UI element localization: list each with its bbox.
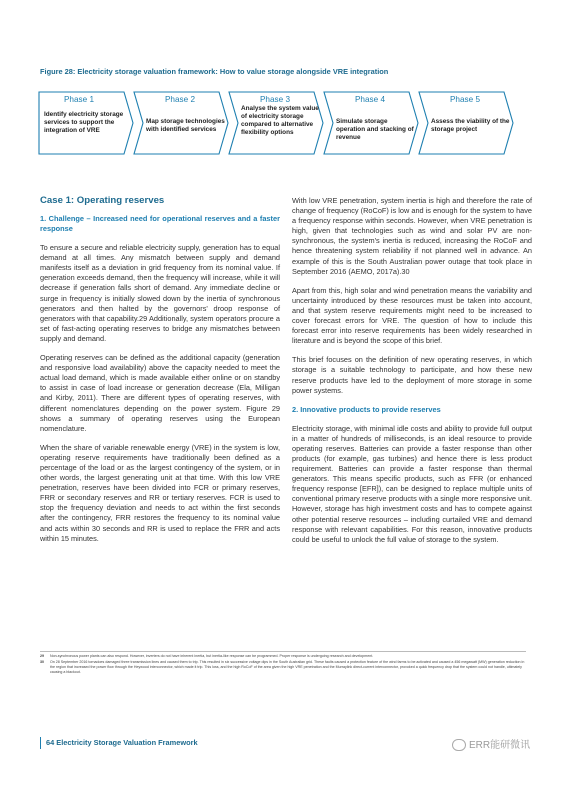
footnote-number: 30 <box>40 660 44 664</box>
paragraph: With low VRE penetration, system inertia is high and therefore the rate of change of frequency (RoCoF) is low and is enough for the system to have a frequency response within seconds. However, when VRE penetration is high, given that technologies such as wind and solar PV are non-synchronous, the system's inertia is reduced, increasing the RoCoF and hence threatening system reliability if not planned well in advance. An example of this is the South Australian power outage that took place in September 2016 (AEMO, 2017a).30 <box>292 196 532 276</box>
phase-title: Phase 3 <box>259 95 291 104</box>
footnote <box>40 660 526 675</box>
case-title: Case 1: Operating reserves <box>40 195 165 206</box>
paragraph: To ensure a secure and reliable electricity supply, generation has to equal demand at all times. Any mismatch between supply and demand manifests itself as a deviation in grid frequency from its nominal value. If generation exceeds demand, then the frequency will increase, while it will decrease if generation falls short of demand. Any immediate decline or surge in frequency is initially slowed down by the inertia of synchronous generators and then halted by the governors' droop response of generators with that capability.29 Additionally, system operators procure a set of fast-acting operating reserves to bridge any mismatches between supply and demand. <box>40 243 280 343</box>
footnotes <box>40 654 526 676</box>
footer-accent-bar <box>40 737 41 749</box>
innovation-heading: 2. Innovative products to provide reserves <box>292 404 441 414</box>
paragraph: Operating reserves can be defined as the additional capacity (generation and responsive load availability) above the capacity needed to meet the actual load demand, which is made available either online or on standby to assist in case of load increase or generation decrease (Ela, Milligan and Kirby, 2011). There are different types of operating reserves, with different nomenclatures depending on the power system. Figure 29 shows a summary of operating reserves using the European nomenclature. <box>40 353 280 433</box>
right-column <box>292 196 532 554</box>
phase-5 <box>418 91 514 155</box>
phase-description: Assess the viability of the storage project <box>431 118 510 133</box>
footnote-divider <box>40 651 526 652</box>
paragraph: This brief focuses on the definition of new operating reserves, in which storage is a suitable technology to participate, and how these new reserve products have led to the deployment of more storage in some power systems. <box>292 355 532 395</box>
phase-3 <box>228 91 324 155</box>
page-footer: 64 Electricity Storage Valuation Framework <box>46 738 198 747</box>
footnote-text: On 28 September 2016 tornadoes damaged three transmission lines and caused them to trip. This resulted in six successive voltage dips in the South Australian grid. These faults caused a protection feature of the wind farms to be activated and caused a 456 megawatt (MW) generation reduction in the region that increased the power flow through the Heywood interconnector, which made it trip. This loss, and the high RoCoF of the area given the high VRE penetration and the Murraylink direct-current interconnector, provoked a quick frequency drop that the system could not handle, ultimately causing a blackout. <box>50 660 525 674</box>
paragraph: Apart from this, high solar and wind penetration means the variability and uncertainty introduced by these resources must be taken into account, and that system reserve requirements might need to be increased to cover forecast errors for VRE. The question of how to include this forecast error into reserve requirements has been widely researched in literature and is beyond the scope of this brief. <box>292 285 532 346</box>
phase-title: Phase 4 <box>354 95 386 104</box>
phase-2 <box>133 91 229 155</box>
phase-description: Analyse the system value of electricity storage compared to alternative flexibility options <box>241 105 319 136</box>
phase-description: Simulate storage operation and stacking of revenue <box>336 118 414 141</box>
watermark-text: ERR能研微讯 <box>469 740 531 751</box>
footnote <box>40 654 526 659</box>
phase-title: Phase 5 <box>449 95 481 104</box>
phase-flow <box>38 91 530 155</box>
figure-caption: Electricity storage valuation framework: How to value storage alongside VRE integration <box>77 67 389 76</box>
wechat-icon <box>452 739 466 751</box>
phase-title: Phase 1 <box>63 95 95 104</box>
phase-description: Identify electricity storage services to support the integration of VRE <box>44 111 124 134</box>
phase-1 <box>38 91 134 155</box>
figure-label: Figure 28: <box>40 67 76 76</box>
paragraph: Electricity storage, with minimal idle costs and ability to provide full output in a matter of hundreds of milliseconds, is an ideal resource to provide operating reserves. Batteries can provide a faster response than other products (for example, gas turbines) and hence there is less product requirement. Batteries can provide a faster response than thermal generators. This means specific products, such as FFR (or enhanced frequency response [EFR]), can be designed to replace multiple units of conventional primary reserve products with a single more responsive unit. However, storage has high investment costs and has to compete against other potential reserve resources – including curtailed VRE and demand response with relevant capabilities. For this reason, innovative products could be useful to unlock the full value of storage to the system. <box>292 423 532 544</box>
watermark <box>452 736 530 751</box>
phase-4 <box>323 91 419 155</box>
footnote-number: 29 <box>40 654 44 658</box>
left-column <box>40 196 280 553</box>
challenge-heading: 1. Challenge – Increased need for operational reserves and a faster response <box>40 214 280 234</box>
phase-title: Phase 2 <box>164 95 196 104</box>
paragraph: When the share of variable renewable energy (VRE) in the system is low, operating reserve requirements have traditionally been defined as a percentage of the load or as the largest contingency of the system, or in other words, the largest generating unit at that time. With this low VRE penetration, reserves have been divided into FCR or primary reserves, FRR or secondary reserves and RR or tertiary reserves. FCR is used to stop the frequency deviation and needs to act within the first seconds after the contingency, FRR restores the frequency to its nominal value and acts within 30 seconds and RR is used to replace the FRR and acts within 15 minutes. <box>40 442 280 543</box>
footnote-text: Non-synchronous power plants can also respond. However, inverters do not have inherent inertia, but inertia-like response can be programmed. Proper response is undergoing research and development. <box>50 654 374 658</box>
phase-description: Map storage technologies with identified services <box>146 118 225 133</box>
figure-title <box>40 67 540 76</box>
